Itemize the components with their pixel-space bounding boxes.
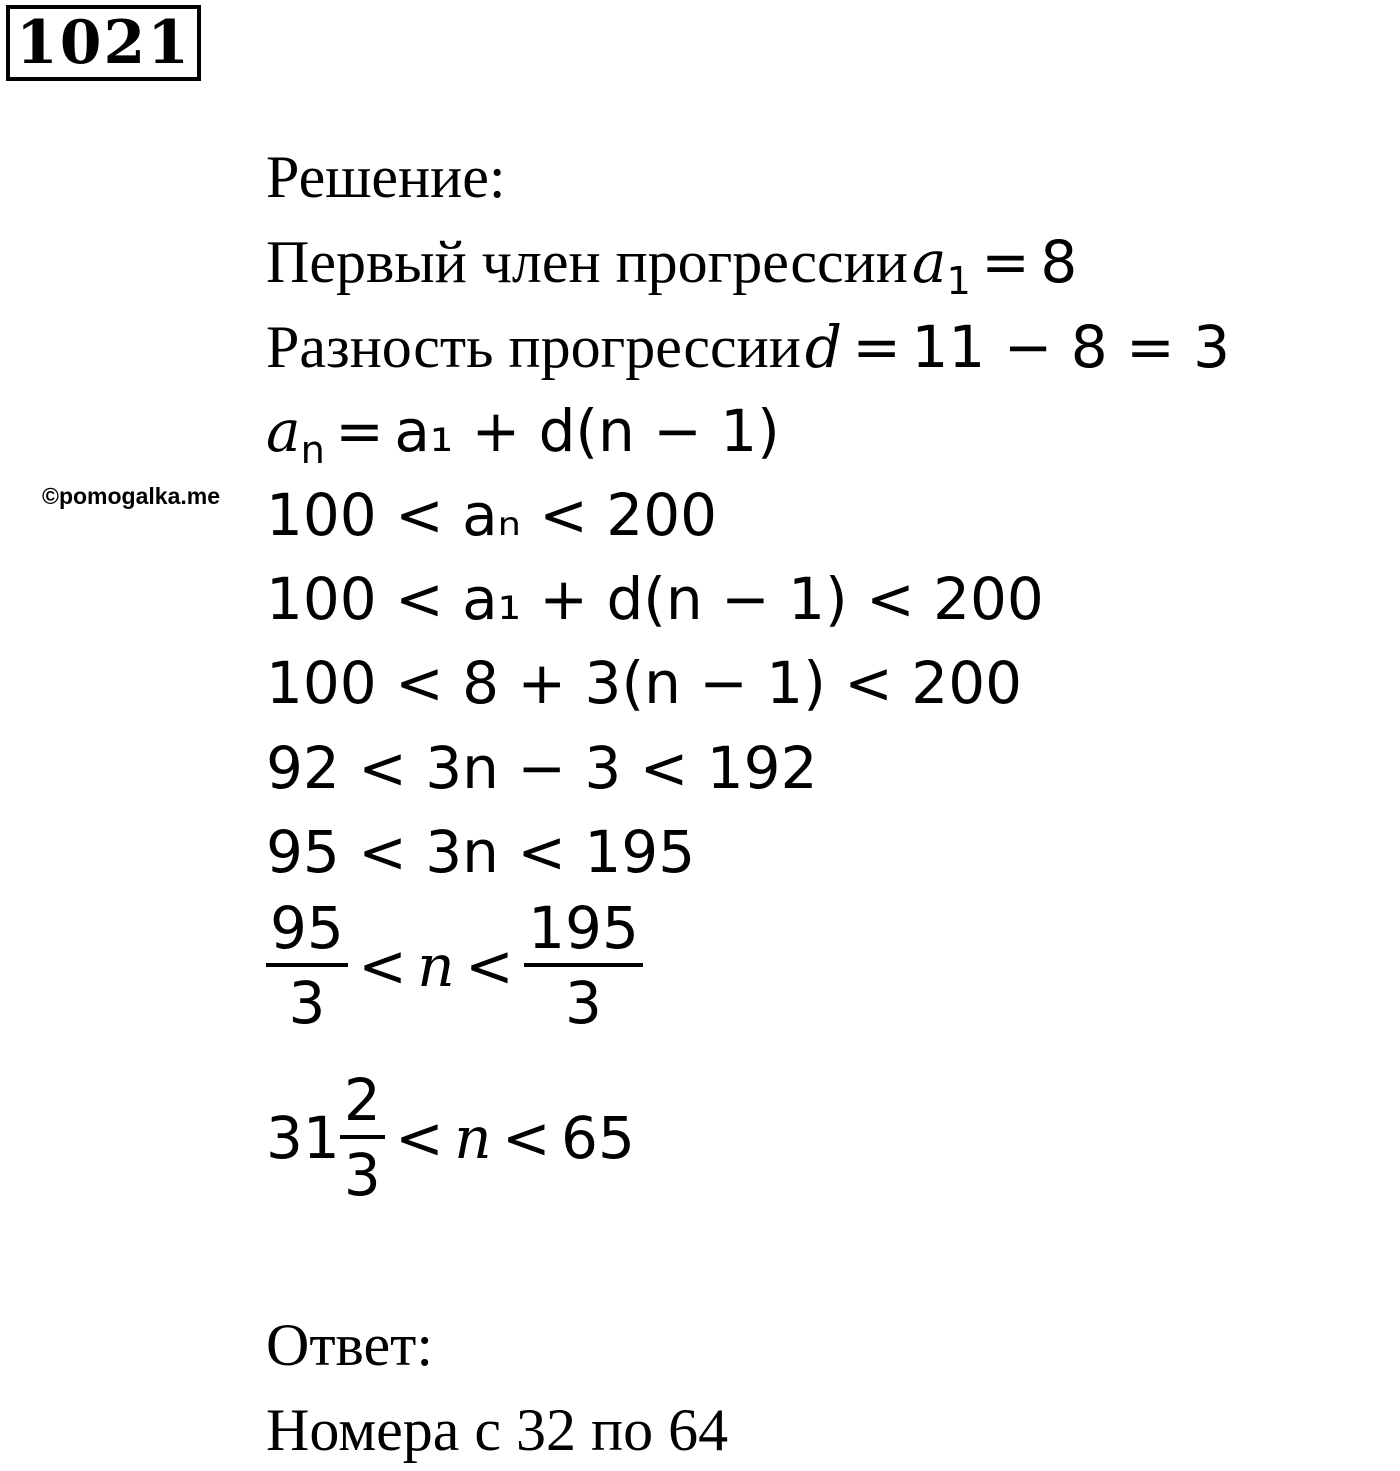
difference-line: Разность прогрессии d = 11 − 8 = 3 <box>266 313 1231 381</box>
step-line: 100 < a₁ + d(n − 1) < 200 <box>266 565 1044 633</box>
answer-label: Ответ: <box>266 1312 434 1378</box>
step-line: 100 < aₙ < 200 <box>266 481 718 549</box>
watermark: ©pomogalka.me <box>42 483 220 509</box>
mixed-step-line: 31 $\frac{2}{3}$ < n < 65 <box>266 1066 635 1209</box>
first-term-line: Первый член прогрессии $a_1 = 8$ <box>266 228 1078 305</box>
problem-number-box <box>6 5 201 81</box>
fraction-left: $\frac{95}{3}$ <box>266 898 348 1034</box>
step-line: 92 < 3n − 3 < 192 <box>266 734 818 802</box>
fraction-step-line: $\frac{95}{3}$ < n < $\frac{195}{3}$ <box>266 898 643 1034</box>
first-term-text: Первый член прогрессии <box>266 229 908 295</box>
difference-expr: 11 − 8 = 3 <box>911 313 1231 381</box>
solution-label: Решение: <box>266 144 506 210</box>
formula-rhs: a₁ + d(n − 1) <box>394 397 780 465</box>
fraction-right: $\frac{195}{3}$ <box>524 898 643 1034</box>
problem-number: 1021 <box>16 8 191 78</box>
difference-text: Разность прогрессии <box>266 314 801 380</box>
first-term-value: 8 <box>1040 228 1078 296</box>
mixed-fraction: $\frac{2}{3}$ <box>340 1070 385 1206</box>
answer-text: Номера с 32 по 64 <box>266 1397 729 1463</box>
step-line: 100 < 8 + 3(n − 1) < 200 <box>266 649 1023 717</box>
step-line: 95 < 3n < 195 <box>266 818 696 886</box>
formula-line: $a_n = a_1 + d(n - 1)$ <box>266 397 780 474</box>
